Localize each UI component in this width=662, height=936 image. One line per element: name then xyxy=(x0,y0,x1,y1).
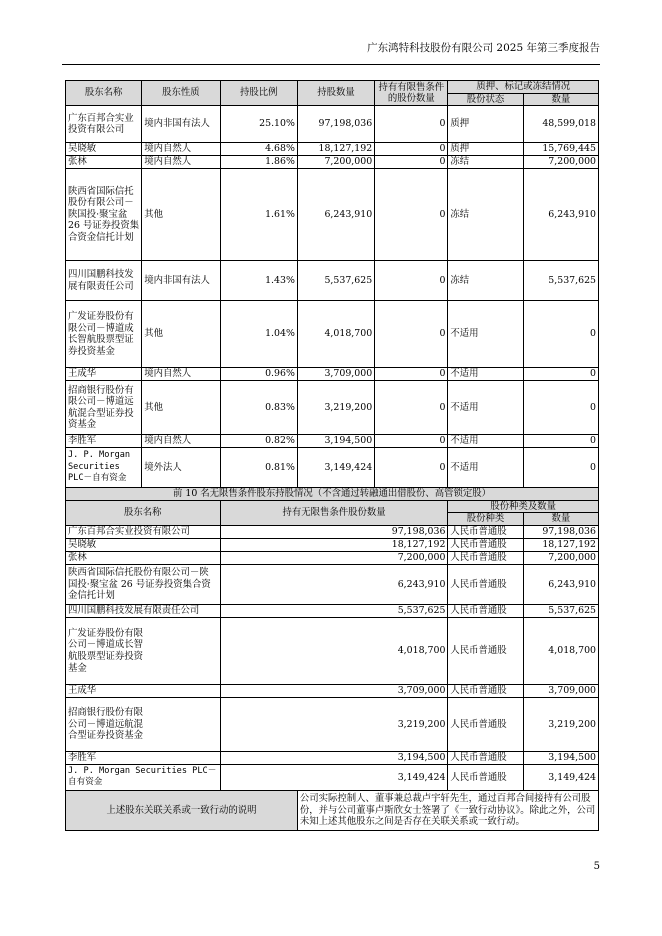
table-row xyxy=(66,604,599,617)
shareholder-nature: 境内自然人 xyxy=(142,435,220,448)
pledge-status: 不适用 xyxy=(448,301,523,368)
u-unrestricted-qty: 3,149,424 xyxy=(220,764,448,790)
shareholder-nature: 其他 xyxy=(142,381,220,435)
col-header-ratio: 持股比例 xyxy=(220,81,297,106)
u-shareholder-name: 广东百邦合实业投资有限公司 xyxy=(66,525,221,538)
col-header-pledge-status: 股份状态 xyxy=(448,93,523,106)
pledge-qty: 0 xyxy=(523,435,598,448)
table-row xyxy=(66,261,599,301)
restricted-qty: 0 xyxy=(375,106,448,143)
unrestricted-title-row xyxy=(66,488,599,501)
table-row xyxy=(66,435,599,448)
holding-qty: 3,149,424 xyxy=(297,448,374,488)
u-shareholder-name: 陕西省国际信托股份有限公司－陕国投·聚宝盆 26 号证券投资集合资金信托计划 xyxy=(66,564,221,604)
shareholder-name: 张林 xyxy=(66,156,142,169)
pledge-qty: 0 xyxy=(523,301,598,368)
u-share-type: 人民币普通股 xyxy=(448,538,523,551)
col-header-nature: 股东性质 xyxy=(142,81,220,106)
u-shareholder-name: 张林 xyxy=(66,551,221,564)
table-row xyxy=(66,697,599,751)
shareholder-name: J. P. Morgan Securities PLC－自有资金 xyxy=(66,448,142,488)
pledge-qty: 5,537,625 xyxy=(523,261,598,301)
pledge-qty: 0 xyxy=(523,448,598,488)
u-shareholder-name: J. P. Morgan Securities PLC－自有资金 xyxy=(66,764,221,790)
shareholder-nature: 境外法人 xyxy=(142,448,220,488)
col-header-u-name: 股东名称 xyxy=(66,500,221,525)
holding-ratio: 0.96% xyxy=(220,368,297,381)
u-share-type: 人民币普通股 xyxy=(448,564,523,604)
holding-qty: 3,194,500 xyxy=(297,435,374,448)
u-share-type: 人民币普通股 xyxy=(448,764,523,790)
table-row xyxy=(66,551,599,564)
pledge-status: 质押 xyxy=(448,106,523,143)
holding-qty: 97,198,036 xyxy=(297,106,374,143)
table-row xyxy=(66,525,599,538)
table-row xyxy=(66,381,599,435)
shareholder-nature: 境内自然人 xyxy=(142,143,220,156)
restricted-qty: 0 xyxy=(375,448,448,488)
col-header-restricted: 持有有限售条件的股份数量 xyxy=(375,81,448,106)
u-share-type-qty: 5,537,625 xyxy=(523,604,598,617)
u-share-type: 人民币普通股 xyxy=(448,697,523,751)
table-row xyxy=(66,301,599,368)
shareholder-nature: 境内自然人 xyxy=(142,156,220,169)
pledge-status: 冻结 xyxy=(448,169,523,261)
u-shareholder-name: 招商银行股份有限公司－博道远航混合型证券投资基金 xyxy=(66,697,221,751)
pledge-qty: 15,769,445 xyxy=(523,143,598,156)
holding-ratio: 0.82% xyxy=(220,435,297,448)
holding-qty: 3,219,200 xyxy=(297,381,374,435)
shareholder-name: 吴晓敏 xyxy=(66,143,142,156)
shareholder-nature: 其他 xyxy=(142,169,220,261)
report-header-title: 广东鸿特科技股份有限公司 2025 年第三季度报告 xyxy=(367,42,600,54)
table-row xyxy=(66,169,599,261)
holding-ratio: 25.10% xyxy=(220,106,297,143)
col-header-pledge-qty: 数量 xyxy=(523,93,598,106)
holding-ratio: 4.68% xyxy=(220,143,297,156)
pledge-qty: 7,200,000 xyxy=(523,156,598,169)
shareholder-table xyxy=(65,80,599,831)
restricted-qty: 0 xyxy=(375,261,448,301)
u-share-type-qty: 6,243,910 xyxy=(523,564,598,604)
holding-ratio: 1.86% xyxy=(220,156,297,169)
holding-qty: 18,127,192 xyxy=(297,143,374,156)
u-unrestricted-qty: 97,198,036 xyxy=(220,525,448,538)
u-unrestricted-qty: 6,243,910 xyxy=(220,564,448,604)
restricted-qty: 0 xyxy=(375,435,448,448)
holding-ratio: 1.61% xyxy=(220,169,297,261)
u-unrestricted-qty: 7,200,000 xyxy=(220,551,448,564)
header-rule xyxy=(62,64,600,65)
col-header-pledge-group: 质押、标记或冻结情况 xyxy=(448,81,599,94)
table-row xyxy=(66,564,599,604)
table-row xyxy=(66,538,599,551)
restricted-qty: 0 xyxy=(375,368,448,381)
u-shareholder-name: 王成华 xyxy=(66,684,221,697)
u-share-type-qty: 3,194,500 xyxy=(523,751,598,764)
col-header-u-type: 股份种类 xyxy=(448,513,523,526)
restricted-qty: 0 xyxy=(375,381,448,435)
u-share-type: 人民币普通股 xyxy=(448,604,523,617)
u-share-type: 人民币普通股 xyxy=(448,684,523,697)
u-shareholder-name: 四川国鹏科技发展有限责任公司 xyxy=(66,604,221,617)
col-header-qty: 持股数量 xyxy=(297,81,374,106)
shareholder-name: 王成华 xyxy=(66,368,142,381)
page-number: 5 xyxy=(593,861,600,872)
col-header-u-type-qty: 数量 xyxy=(523,513,598,526)
shareholder-name: 广东百邦合实业投资有限公司 xyxy=(66,106,142,143)
u-unrestricted-qty: 3,194,500 xyxy=(220,751,448,764)
u-unrestricted-qty: 4,018,700 xyxy=(220,617,448,684)
col-header-u-qty: 持有无限售条件股份数量 xyxy=(220,500,448,525)
u-shareholder-name: 李胜军 xyxy=(66,751,221,764)
pledge-status: 质押 xyxy=(448,143,523,156)
shareholder-name: 陕西省国际信托股份有限公司－陕国投·聚宝盆 26 号证券投资集合资金信托计划 xyxy=(66,169,142,261)
relation-row xyxy=(66,790,599,830)
u-shareholder-name: 吴晓敏 xyxy=(66,538,221,551)
unrestricted-section-title: 前 10 名无限售条件股东持股情况（不含通过转融通出借股份、高管锁定股） xyxy=(66,488,599,501)
pledge-status: 不适用 xyxy=(448,368,523,381)
u-share-type-qty: 3,709,000 xyxy=(523,684,598,697)
pledge-status: 冻结 xyxy=(448,156,523,169)
shareholder-nature: 其他 xyxy=(142,301,220,368)
pledge-status: 不适用 xyxy=(448,448,523,488)
restricted-qty: 0 xyxy=(375,143,448,156)
u-share-type-qty: 97,198,036 xyxy=(523,525,598,538)
table-row xyxy=(66,143,599,156)
shareholder-name: 广发证券股份有限公司－博道成长智航股票型证券投资基金 xyxy=(66,301,142,368)
pledge-qty: 6,243,910 xyxy=(523,169,598,261)
restricted-qty: 0 xyxy=(375,301,448,368)
holding-ratio: 0.81% xyxy=(220,448,297,488)
table-row xyxy=(66,448,599,488)
pledge-qty: 48,599,018 xyxy=(523,106,598,143)
u-unrestricted-qty: 18,127,192 xyxy=(220,538,448,551)
u-share-type: 人民币普通股 xyxy=(448,525,523,538)
u-shareholder-name: 广发证券股份有限公司－博道成长智航股票型证券投资基金 xyxy=(66,617,221,684)
col-header-name: 股东名称 xyxy=(66,81,142,106)
pledge-status: 不适用 xyxy=(448,435,523,448)
holding-ratio: 1.04% xyxy=(220,301,297,368)
table-row xyxy=(66,751,599,764)
table-row xyxy=(66,764,599,790)
holding-ratio: 1.43% xyxy=(220,261,297,301)
holding-qty: 3,709,000 xyxy=(297,368,374,381)
u-share-type-qty: 3,219,200 xyxy=(523,697,598,751)
u-share-type: 人民币普通股 xyxy=(448,617,523,684)
u-share-type: 人民币普通股 xyxy=(448,751,523,764)
table-row xyxy=(66,106,599,143)
u-share-type-qty: 3,149,424 xyxy=(523,764,598,790)
table-row xyxy=(66,368,599,381)
shareholder-nature: 境内非国有法人 xyxy=(142,106,220,143)
table-row xyxy=(66,617,599,684)
shareholder-nature: 境内非国有法人 xyxy=(142,261,220,301)
restricted-qty: 0 xyxy=(375,169,448,261)
u-unrestricted-qty: 5,537,625 xyxy=(220,604,448,617)
u-unrestricted-qty: 3,709,000 xyxy=(220,684,448,697)
pledge-qty: 0 xyxy=(523,368,598,381)
u-share-type: 人民币普通股 xyxy=(448,551,523,564)
table-row xyxy=(66,156,599,169)
col-header-u-group: 股份种类及数量 xyxy=(448,500,599,513)
u-unrestricted-qty: 3,219,200 xyxy=(220,697,448,751)
pledge-status: 不适用 xyxy=(448,381,523,435)
holding-qty: 6,243,910 xyxy=(297,169,374,261)
pledge-status: 冻结 xyxy=(448,261,523,301)
shareholder-nature: 境内自然人 xyxy=(142,368,220,381)
holding-qty: 5,537,625 xyxy=(297,261,374,301)
u-share-type-qty: 4,018,700 xyxy=(523,617,598,684)
u-share-type-qty: 7,200,000 xyxy=(523,551,598,564)
holding-qty: 7,200,000 xyxy=(297,156,374,169)
relation-label: 上述股东关联关系或一致行动的说明 xyxy=(66,790,298,830)
restricted-qty: 0 xyxy=(375,156,448,169)
table-row xyxy=(66,684,599,697)
shareholder-name: 招商银行股份有限公司－博道远航混合型证券投资基金 xyxy=(66,381,142,435)
shareholder-name: 李胜军 xyxy=(66,435,142,448)
top10-header-row xyxy=(66,81,599,94)
pledge-qty: 0 xyxy=(523,381,598,435)
u-share-type-qty: 18,127,192 xyxy=(523,538,598,551)
unrestricted-header-row xyxy=(66,500,599,513)
relation-text: 公司实际控制人、董事兼总裁卢宇轩先生，通过百邦合间接持有公司股份，并与公司董事卢斯欣女士签署了《一致行动协议》。除此之外，公司未知上述其他股东之间是否存在关联关系或一致行动。 xyxy=(297,790,598,830)
shareholder-name: 四川国鹏科技发展有限责任公司 xyxy=(66,261,142,301)
holding-qty: 4,018,700 xyxy=(297,301,374,368)
holding-ratio: 0.83% xyxy=(220,381,297,435)
